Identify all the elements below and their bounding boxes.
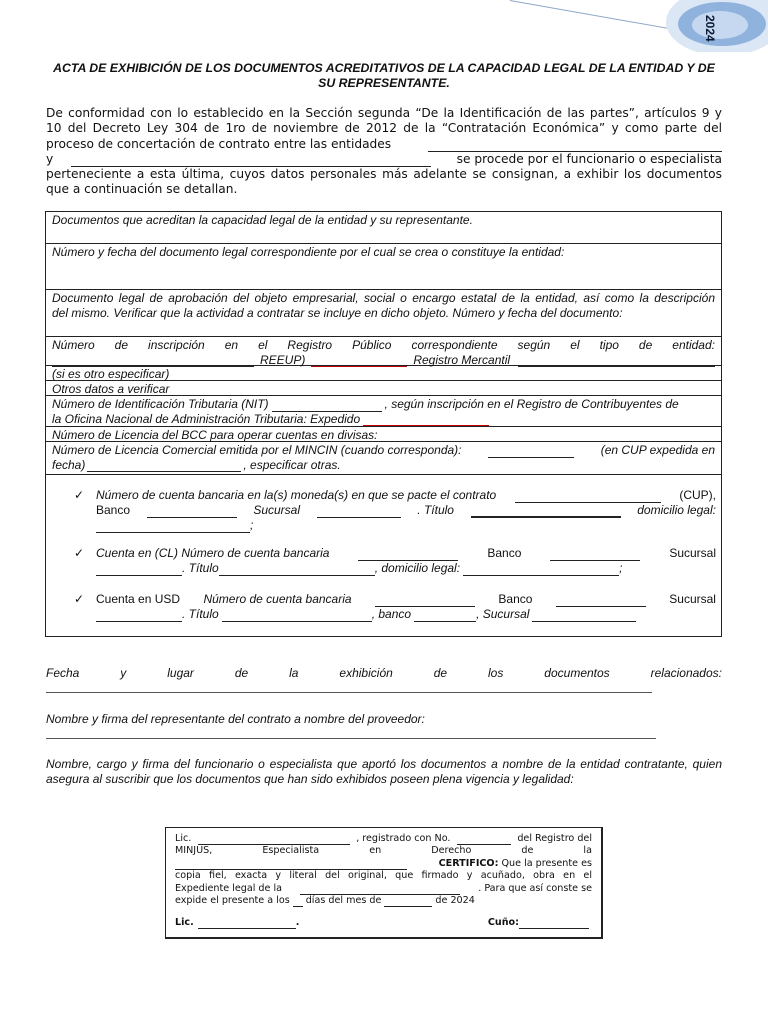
specialty-blank[interactable]	[175, 860, 407, 870]
usd-account-blank[interactable]	[375, 595, 475, 607]
document-title: ACTA DE EXHIBICIÓN DE LOS DOCUMENTOS ACREDITATIVOS DE LA CAPACIDAD LEGAL DE LA ENTIDAD Y DE SU REPRESENTANTE.	[53, 61, 715, 90]
cert-text: Lic.	[175, 833, 192, 844]
cert-text: Especialista	[262, 845, 320, 857]
row-text: ;	[619, 561, 623, 575]
branch-blank[interactable]	[317, 506, 401, 518]
entity-2-blank[interactable]	[71, 155, 431, 167]
table-row-accounts	[46, 475, 721, 637]
title-blank[interactable]	[222, 610, 372, 622]
official-label: Nombre, cargo y firma del funcionario o especialista que aportó los documentos a nombre de la entidad contratante, quien asegura al suscribir que los documentos que han sido exhibidos poseen plena vigencia y legalidad:	[46, 757, 722, 786]
cert-text: Expediente legal de la	[175, 882, 283, 894]
row-text: Sucursal	[669, 592, 716, 606]
address-blank[interactable]	[96, 521, 250, 533]
bank-blank[interactable]	[556, 595, 646, 607]
lic-name-blank[interactable]	[198, 835, 350, 845]
row-text: (si es otro especificar)	[52, 367, 170, 381]
row-text: , especificar otras.	[243, 457, 341, 472]
bank-blank[interactable]	[550, 549, 640, 561]
row-text: REEUP)	[260, 352, 306, 367]
row-text: , según inscripción en el Registro de Contribuyentes de	[384, 397, 679, 411]
cert-text: del Registro del	[517, 833, 592, 844]
row-text: Número de cuenta bancaria en la(s) moneda(s) en que se pacte el contrato	[96, 488, 497, 502]
checkmark-icon: ✓	[74, 546, 85, 560]
row-text: Número y fecha del documento legal correspondiente por el cual se crea o constituye la entidad:	[52, 245, 565, 259]
cert-text: de	[521, 845, 534, 857]
representative-signature-line[interactable]	[46, 738, 656, 739]
row-text: , banco	[371, 607, 412, 621]
checkmark-icon: ✓	[74, 488, 85, 502]
intro-line-4-start: y	[46, 151, 54, 166]
title-blank[interactable]	[471, 505, 621, 518]
intro-line-5: perteneciente a esta última, cuyos datos personales más adelante se consignan, a exhibir los documentos	[46, 167, 722, 182]
row-text: Banco	[498, 592, 533, 606]
row-text: (CUP),	[679, 488, 716, 502]
row-text: la Oficina Nacional de Administración Tributaria: Expedido	[52, 411, 361, 426]
row-text: Número de Identificación Tributaria (NIT)	[52, 397, 269, 411]
row-text: Cuenta en USD	[96, 592, 181, 606]
cert-text: expide el presente a los	[175, 895, 290, 907]
row-text: Documento legal de aprobación del objeto empresarial, social o encargo estatal de la entidad, así como la descripción	[52, 291, 715, 305]
row-text: Otros datos a verificar	[52, 382, 170, 396]
table-row	[46, 396, 721, 427]
nit-blank[interactable]	[272, 400, 382, 412]
representative-label: Nombre y firma del representante del contrato a nombre del proveedor:	[46, 712, 425, 726]
row-text: fecha)	[52, 457, 86, 472]
bank-blank[interactable]	[147, 506, 237, 518]
row-text: , Sucursal	[476, 607, 530, 621]
intro-line-4-end: se procede por el funcionario o especialista	[456, 151, 722, 166]
cl-account-blank[interactable]	[358, 549, 458, 561]
row-text: (en CUP expedida en	[600, 443, 715, 457]
nit-expedido-blank[interactable]	[363, 414, 489, 426]
cert-text: en	[369, 845, 382, 857]
title-blank[interactable]	[219, 564, 375, 576]
row-text: , domicilio legal:	[374, 561, 461, 575]
row-text: Banco	[96, 503, 131, 517]
cert-text: Derecho	[431, 845, 472, 857]
day-blank[interactable]	[293, 897, 303, 907]
licencia-blank[interactable]	[488, 446, 574, 458]
row-text: Número de Licencia del BCC para operar cuentas en divisas:	[52, 428, 378, 442]
row-text: . Título	[417, 503, 454, 517]
row-text: domicilio legal:	[637, 503, 716, 517]
table-row	[46, 290, 721, 337]
table-row	[46, 381, 721, 396]
checkmark-icon: ✓	[74, 592, 85, 606]
cert-text: . Para que así conste se	[478, 882, 592, 894]
intro-line-1: De conformidad con lo establecido en la Sección segunda “De la Identificación de las partes”, artículos 9 y	[46, 106, 722, 120]
account-item-3	[76, 592, 716, 622]
certifico-label: CERTIFICO:	[438, 857, 499, 869]
row-text: Sucursal	[669, 546, 716, 560]
table-row	[46, 366, 721, 381]
branch-blank[interactable]	[96, 610, 182, 622]
branch-2-blank[interactable]	[532, 610, 636, 622]
row-text: . Título	[182, 607, 219, 621]
row-text: Cuenta en (CL) Número de cuenta bancaria	[96, 546, 330, 560]
row-text: Banco	[487, 546, 522, 560]
cert-text: copia fiel, exacta y literal del original, que firmado y acuñado, obra en el	[175, 870, 592, 882]
account-item-2	[76, 546, 716, 576]
documents-table	[45, 211, 722, 637]
cert-text: Que la presente es	[501, 857, 592, 869]
fecha-signature-line[interactable]	[46, 692, 652, 693]
table-row	[46, 212, 721, 244]
bank-2-blank[interactable]	[414, 610, 476, 622]
cup-account-blank[interactable]	[515, 491, 661, 503]
row-text: Número de cuenta bancaria	[203, 592, 352, 606]
cert-text: días del mes de	[305, 895, 382, 907]
cert-text: de 2024	[435, 895, 475, 907]
expediente-blank[interactable]	[300, 885, 460, 895]
certification-box: Lic. , registrado con No. del Registro del MINJUS, Especialista en Derecho de la CERTIFICO: Que la presente es copia fiel, exacta y literal del original, que firmado y acuñado, obra en el Expediente legal de la . Para que así conste se expide el presente a los días del mes de de 2024 Lic. . Cuño:	[165, 827, 603, 939]
row-text: Número de Licencia Comercial emitida por el MINCIN (cuando corresponda):	[52, 443, 462, 457]
licencia-fecha-blank[interactable]	[87, 460, 241, 472]
intro-line-2: 10 del Decreto Ley 304 de 1ro de noviembre de 2012 de la “Contratación Económica” y como parte del	[46, 121, 722, 136]
row-text: Documentos que acreditan la capacidad legal de la entidad y su representante.	[52, 213, 473, 227]
account-item-1	[76, 488, 716, 533]
intro-line-6: que a continuación se detallan.	[46, 182, 238, 197]
address-blank[interactable]	[463, 564, 619, 576]
intro-line-3: proceso de concertación de contrato entre las entidades	[46, 136, 392, 151]
lic-signature-blank[interactable]	[198, 919, 296, 929]
row-text: del mismo. Verificar que la actividad a contratar se incluye en dicho objeto. Número y fecha del documento:	[52, 305, 623, 320]
cert-cuno-label: Cuño:	[487, 917, 519, 928]
cert-text: la	[583, 845, 592, 857]
cert-lic-label: Lic.	[175, 917, 194, 928]
table-row	[46, 244, 721, 290]
table-row	[46, 337, 721, 366]
row-text: Registro Mercantil	[413, 352, 511, 367]
header-year: 2024	[703, 14, 717, 42]
row-text: Sucursal	[253, 503, 300, 517]
intro-paragraph	[46, 106, 722, 198]
row-text: . Título	[182, 561, 219, 575]
branch-blank[interactable]	[96, 564, 182, 576]
table-row	[46, 427, 721, 442]
reg-number-blank[interactable]	[457, 835, 511, 845]
row-text: ;	[250, 518, 254, 532]
month-blank[interactable]	[384, 897, 432, 907]
table-row	[46, 442, 721, 475]
cert-text: , registrado con No.	[356, 833, 451, 844]
entity-1-blank[interactable]	[428, 140, 722, 152]
cert-text: MINJUS,	[175, 845, 213, 857]
fecha-label: Fecha y lugar de la exhibición de los documentos relacionados:	[46, 666, 722, 680]
cuno-blank[interactable]	[519, 919, 589, 929]
row-text: Número de inscripción en el Registro Público correspondiente según el tipo de entidad:	[52, 338, 715, 352]
